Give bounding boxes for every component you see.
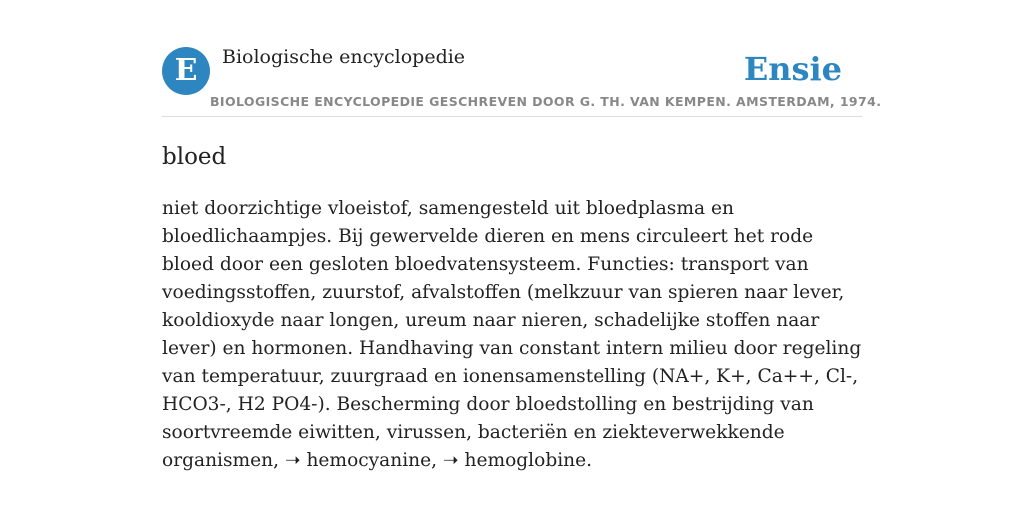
encyclopedia-logo-icon[interactable]: E: [162, 47, 210, 95]
entry-term: bloed: [162, 144, 227, 170]
entry-card: [162, 44, 882, 475]
book-subtitle: BIOLOGISCHE ENCYCLOPEDIE GESCHREVEN DOOR G. TH. VAN KEMPEN. AMSTERDAM, 1974.: [210, 94, 882, 109]
entry-definition: niet doorzichtige vloeistof, samengesteld uit bloedplasma en bloedlichaampjes. Bij gewervelde dieren en mens circuleert het rode bloed door een gesloten bloedvatensysteem. Functies: transport van voedingsstoffen, zuurstof, afvalstoffen (melkzuur van spieren naar lever, kooldioxyde naar longen, ureum naar nieren, schadelijke stoffen naar lever) en hormonen. Handhaving van constant intern milieu door regeling van temperatuur, zuurgraad en ionensamenstelling (NA+, K+, Ca++, Cl-, HCO3-, H2 PO4-). Bescherming door bloedstolling en bestrijding van soortvreemde eiwitten, virussen, bacteriën en ziekteverwekkende organismen, ➝ hemocyanine, ➝ hemoglobine.: [162, 198, 862, 471]
book-title[interactable]: Biologische encyclopedie: [222, 46, 466, 68]
header: [162, 44, 882, 117]
ensie-brand-logo[interactable]: Ensie: [743, 50, 842, 88]
